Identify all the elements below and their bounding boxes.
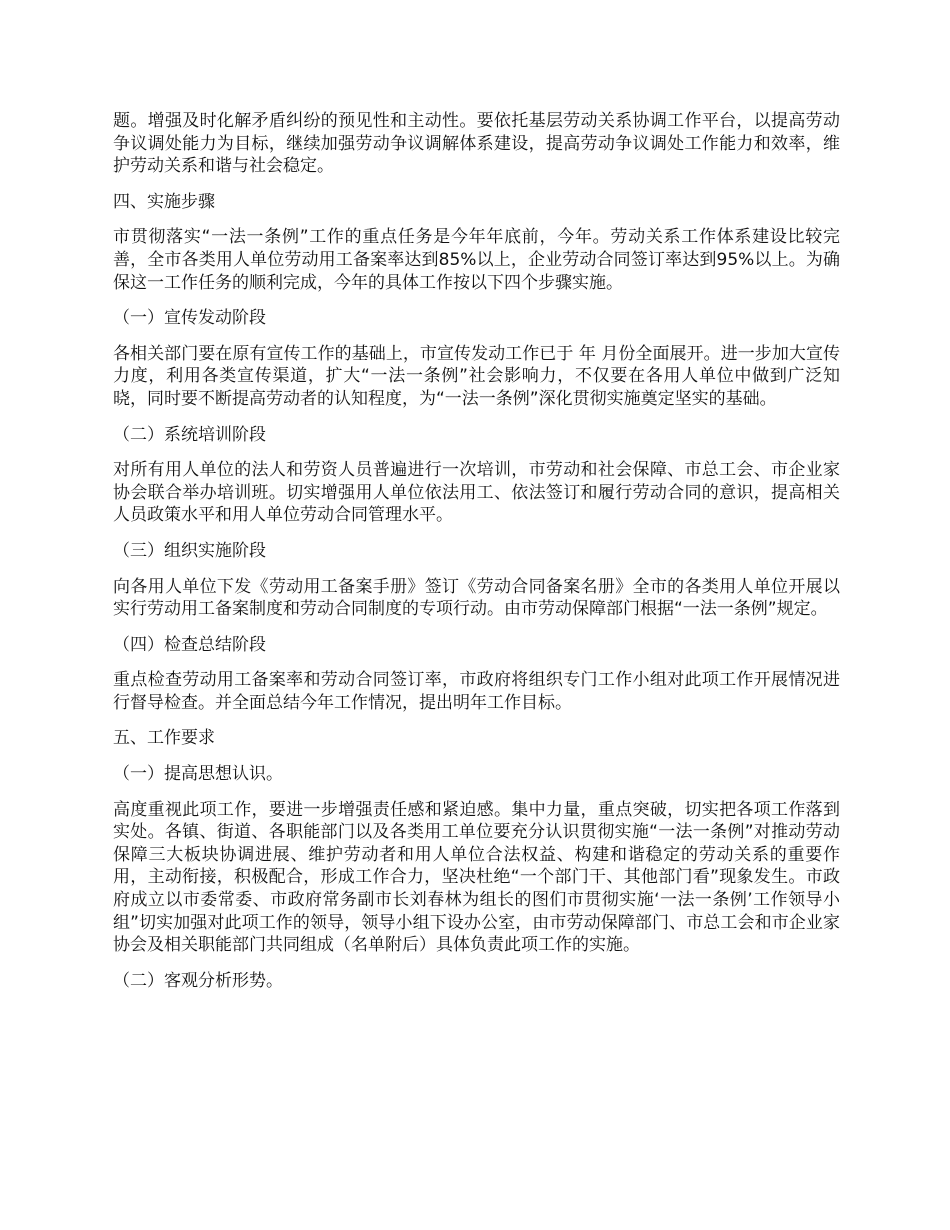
paragraph-training: 对所有用人单位的法人和劳资人员普遍进行一次培训，市劳动和社会保障、市总工会、市企业家协会联合举办培训班。切实增强用人单位依法用工、依法签订和履行劳动合同的意识，提高相关人员政策水平和用人单位劳动合同管理水平。 — [113, 460, 840, 526]
subheading-training-stage: （二）系统培训阶段 — [113, 424, 266, 445]
section-heading-implementation-steps: 四、实施步骤 — [113, 191, 215, 212]
paragraph-implementation: 向各用人单位下发《劳动用工备案手册》签订《劳动合同备案名册》全市的各类用人单位开展以实行劳动用工备案制度和劳动合同制度的专项行动。由市劳动保障部门根据“一法一条例”规定。 — [113, 576, 840, 620]
paragraph-inspection: 重点检查劳动用工备案率和劳动合同签订率，市政府将组织专门工作小组对此项工作开展情况进行督导检查。并全面总结今年工作情况，提出明年工作目标。 — [113, 670, 840, 713]
subheading-raise-awareness: （一）提高思想认识。 — [113, 764, 283, 785]
subheading-analyze-situation: （二）客观分析形势。 — [113, 970, 283, 991]
paragraph-publicity: 各相关部门要在原有宣传工作的基础上，市宣传发动工作已于 年 月份全面展开。进一步加大宣传力度，利用各类宣传渠道，扩大“一法一条例”社会影响力，不仅要在各用人单位中做到广泛知晓，同时要不断提高劳动者的认知程度，为“一法一条例”深化贯彻实施奠定坚实的基础。 — [113, 343, 840, 409]
subheading-publicity-stage: （一）宣传发动阶段 — [113, 308, 266, 329]
subheading-implementation-stage: （三）组织实施阶段 — [113, 540, 266, 561]
paragraph-key-tasks: 市贯彻落实“一法一条例”工作的重点任务是今年年底前，今年。劳动关系工作体系建设比较完善，全市各类用人单位劳动用工备案率达到85%以上，企业劳动合同签订率达到95%以上。为确保这一工作任务的顺利完成，今年的具体工作按以下四个步骤实施。 — [113, 227, 840, 293]
subheading-inspection-stage: （四）检查总结阶段 — [113, 634, 266, 655]
paragraph-awareness: 高度重视此项工作，要进一步增强责任感和紧迫感。集中力量，重点突破，切实把各项工作落到实处。各镇、街道、各职能部门以及各类用工单位要充分认识贯彻实施“一法一条例”对推动劳动保障三大板块协调进展、维护劳动者和用人单位合法权益、构建和谐稳定的劳动关系的重要作用，主动衔接，积极配合，形成工作合力，坚决杜绝“一个部门干、其他部门看”现象发生。市政府成立以市委常委、市政府常务副市长刘春林为组长的图们市贯彻实施‘一法一条例’工作领导小组”切实加强对此项工作的领导，领导小组下设办公室，由市劳动保障部门、市总工会和市企业家协会及相关职能部门共同组成（名单附后）具体负责此项工作的实施。 — [113, 799, 840, 956]
paragraph-intro: 题。增强及时化解矛盾纠纷的预见性和主动性。要依托基层劳动关系协调工作平台，以提高劳动争议调处能力为目标，继续加强劳动争议调解体系建设，提高劳动争议调处工作能力和效率，维护劳动关系和谐与社会稳定。 — [113, 111, 840, 177]
section-heading-work-requirements: 五、工作要求 — [113, 728, 215, 749]
